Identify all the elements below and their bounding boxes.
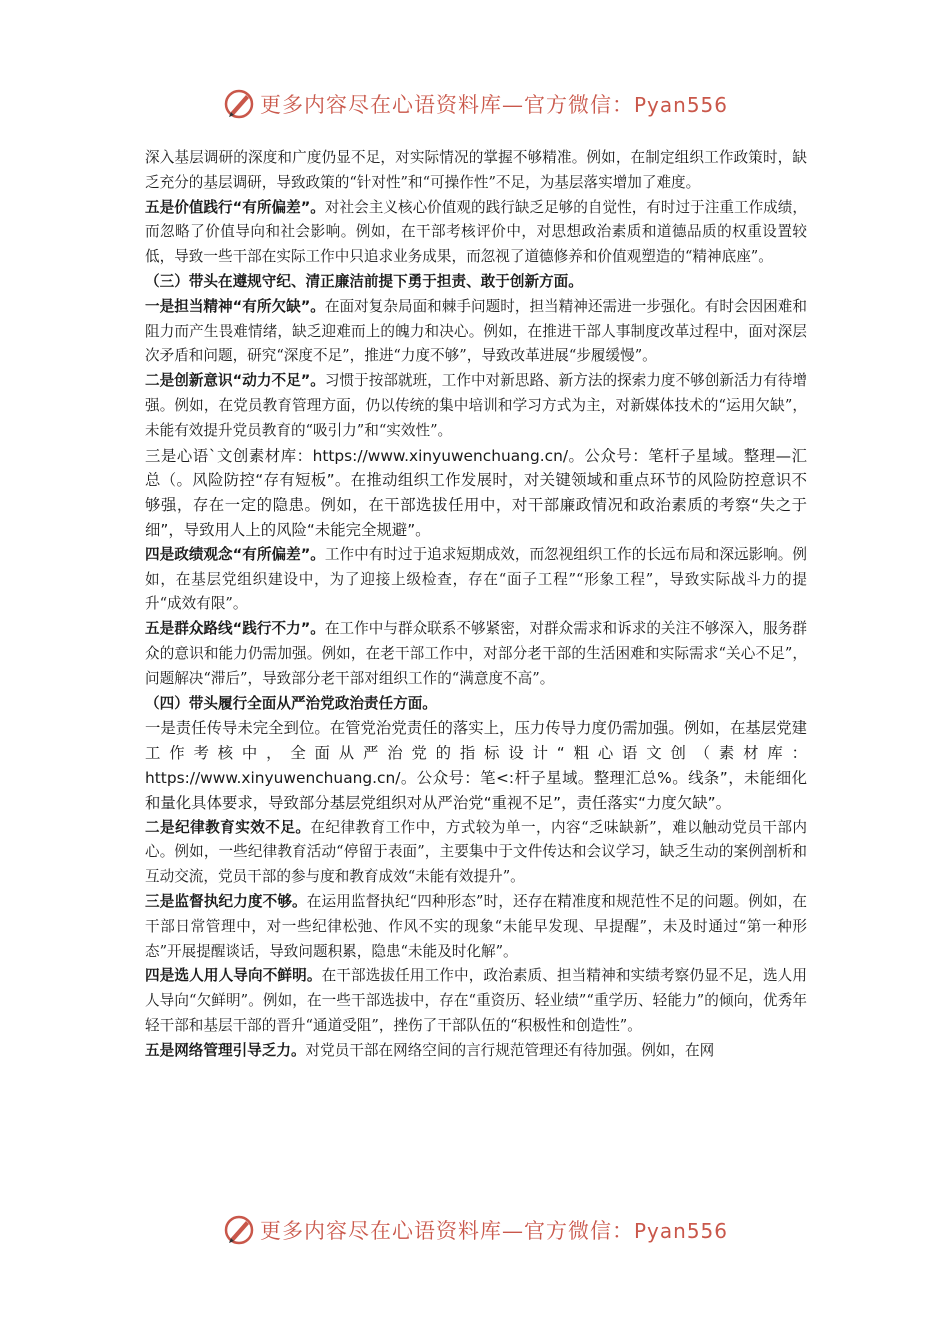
paragraph: 三是心语`文创素材库：https://www.xinyuwenchuang.cn/。公众号：笔杆子星域。整理—汇总（。风险防控“存有短板”。在推动组织工作发展时，对关键领域和重点环节的风险防控意识不够强，存在一定的隐患。例如，在干部选拔任用中，对干部廉政情况和政治素质的考察“失之于细”，导致用人上的风险“未能完全规避”。 <box>145 446 807 539</box>
section-heading: （三）带头在遵规守纪、清正廉洁前提下勇于担责、敢于创新方面。 <box>145 272 583 290</box>
pen-logo-icon <box>222 1213 256 1247</box>
footer-banner <box>0 1210 950 1250</box>
banner-text: 更多内容尽在心语资料库—官方微信：Pyan556 <box>259 1219 728 1243</box>
pen-logo-icon <box>222 87 256 121</box>
paragraph: 一是担当精神“有所欠缺”。在面对复杂局面和棘手问题时，担当精神还需进一步强化。有时会因困难和阻力而产生畏难情绪，缺乏迎难而上的魄力和决心。例如，在推进干部人事制度改革过程中，面对深层次矛盾和问题，研究“深度不足”，推进“力度不够”，导致改革进展“步履缓慢”。 <box>145 297 807 365</box>
paragraph: 四是选人用人导向不鲜明。在干部选拔任用工作中，政治素质、担当精神和实绩考察仍显不足，选人用人导向“欠鲜明”。例如，在一些干部选拔中，存在“重资历、轻业绩”“重学历、轻能力”的倾向，优秀年轻干部和基层干部的晋升“通道受阻”，挫伤了干部队伍的“积极性和创造性”。 <box>145 967 807 1034</box>
banner-text: 更多内容尽在心语资料库—官方微信：Pyan556 <box>259 93 728 117</box>
section-heading: （四）带头履行全面从严治党政治责任方面。 <box>145 694 437 712</box>
paragraph: 二是纪律教育实效不足。在纪律教育工作中，方式较为单一，内容“乏味缺新”，难以触动党员干部内心。例如，一些纪律教育活动“停留于表面”，主要集中于文件传达和会议学习，缺乏生动的案例剖析和互动交流，党员干部的参与度和教育成效“未能有效提升”。 <box>145 818 807 886</box>
paragraph: 四是政绩观念“有所偏差”。工作中有时过于追求短期成效，而忽视组织工作的长远布局和深远影响。例如，在基层党组织建设中，为了迎接上级检查，存在“面子工程”“形象工程”，导致实际战斗力的提升“成效有限”。 <box>145 545 807 613</box>
paragraph: 五是群众路线“践行不力”。在工作中与群众联系不够紧密，对群众需求和诉求的关注不够深入，服务群众的意识和能力仍需加强。例如，在老干部工作中，对部分老干部的生活困难和实际需求“关心不足”，问题解决“滞后”，导致部分老干部对组织工作的“满意度不高”。 <box>145 620 807 687</box>
paragraph: 深入基层调研的深度和广度仍显不足，对实际情况的掌握不够精准。例如，在制定组织工作政策时，缺乏充分的基层调研，导致政策的“针对性”和“可操作性”不足，为基层落实增加了难度。 <box>145 149 807 191</box>
paragraph: 五是价值践行“有所偏差”。对社会主义核心价值观的践行缺乏足够的自觉性，有时过于注重工作成绩，而忽略了价值导向和社会影响。例如，在干部考核评价中，对思想政治素质和道德品质的权重设置较低，导致一些干部在实际工作中只追求业务成果，而忽视了道德修养和价值观塑造的“精神底座”。 <box>145 198 807 266</box>
paragraph: 五是网络管理引导乏力。对党员干部在网络空间的言行规范管理还有待加强。例如，在网 <box>145 1041 715 1059</box>
paragraph: 三是监督执纪力度不够。在运用监督执纪“四种形态”时，还存在精准度和规范性不足的问题。例如，在干部日常管理中，对一些纪律松弛、作风不实的现象“未能早发现、早提醒”，未及时通过“第一种形态”开展提醒谈话，导致问题积累，隐患“未能及时化解”。 <box>145 892 807 960</box>
paragraph: 一是责任传导未完全到位。在管党治党责任的落实上，压力传导力度仍需加强。例如，在基层党建工作考核中，全面从严治党的指标设计“粗心语文创（素材库：https://www.xinyuwenchuang.cn/。公众号：笔<:杆子星域。整理汇总%。线条”，未能细化和量化具体要求，导致部分基层党组织对从严治党“重视不足”，责任落实“力度欠缺”。 <box>145 719 807 812</box>
paragraph: 二是创新意识“动力不足”。习惯于按部就班，工作中对新思路、新方法的探索力度不够创新活力有待增强。例如，在党员教育管理方面，仍以传统的集中培训和学习方式为主，对新媒体技术的“运用欠缺”，未能有效提升党员教育的“吸引力”和“实效性”。 <box>145 372 807 439</box>
document-body <box>145 146 807 1063</box>
header-banner <box>0 84 950 124</box>
